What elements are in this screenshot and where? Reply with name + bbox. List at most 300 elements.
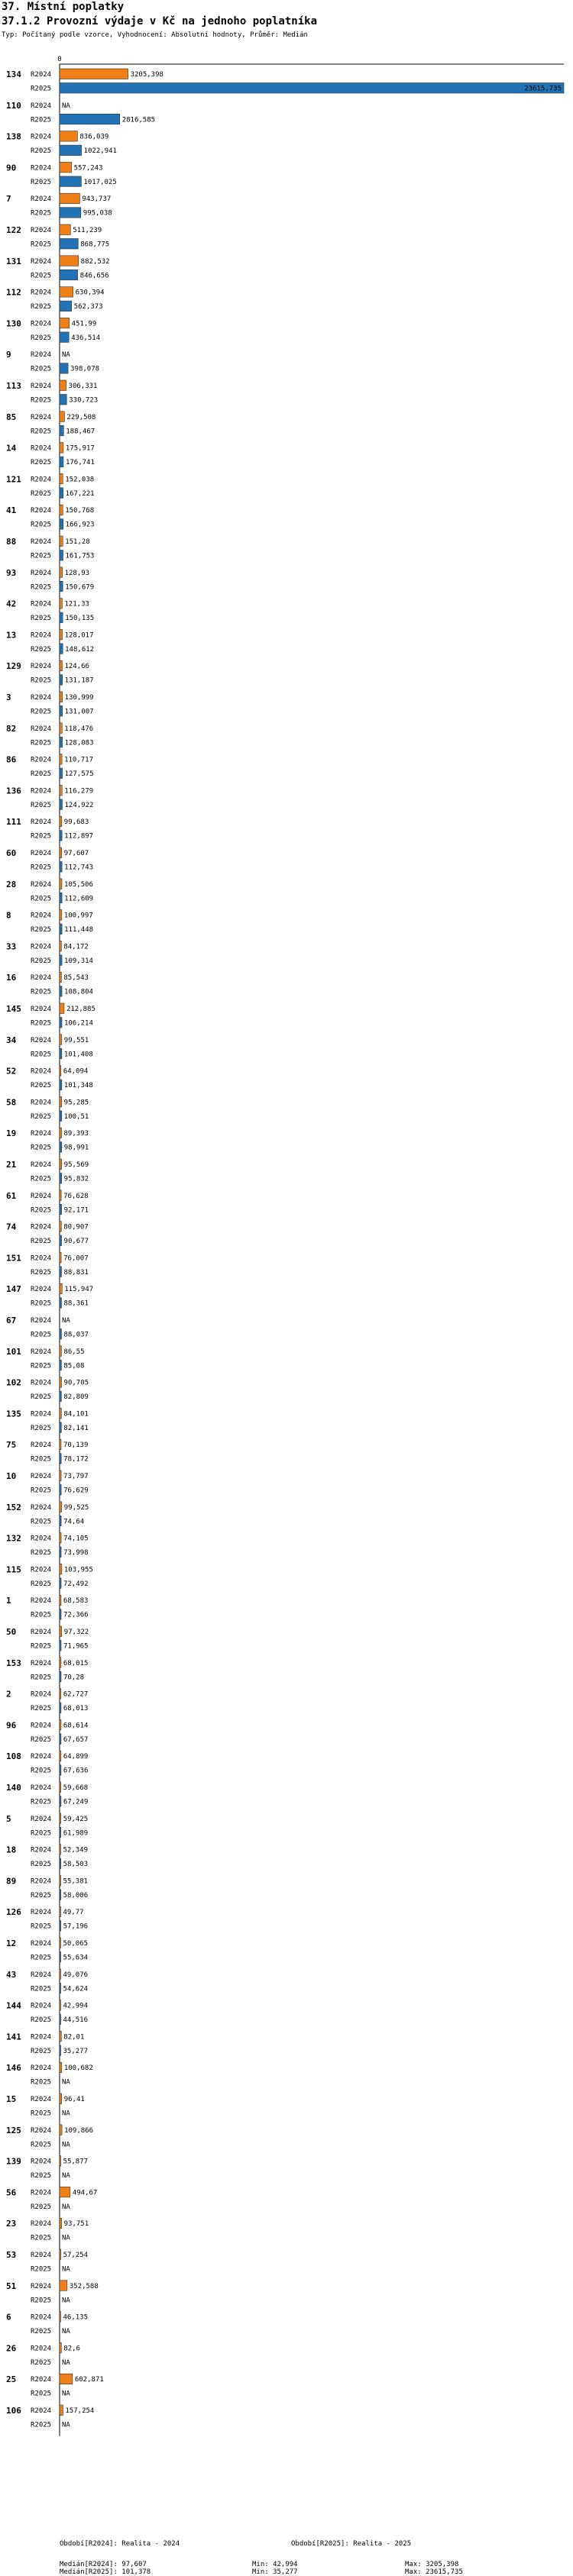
series-label: R2024 <box>31 694 52 702</box>
bar-r2024 <box>60 1689 61 1700</box>
data-label: 451,99 <box>71 320 97 328</box>
data-label: 49,77 <box>63 1909 84 1917</box>
bar-r2024 <box>60 567 63 578</box>
bar-r2024 <box>60 224 70 235</box>
chart-row <box>6 2125 93 2149</box>
chart-row <box>6 1658 88 1682</box>
data-label: 2816,585 <box>121 116 156 124</box>
page-title: 37. Místní poplatky <box>2 1 125 13</box>
chart-row <box>6 1252 89 1277</box>
chart-row <box>6 256 110 280</box>
series-label: R2024 <box>31 663 52 671</box>
data-label: 55,634 <box>63 1954 89 1962</box>
series-label: R2025 <box>31 1891 52 1900</box>
chart-row <box>6 2374 104 2398</box>
category-label: 96 <box>6 1720 17 1731</box>
category-label: 82 <box>6 723 17 734</box>
chart-row <box>6 1128 89 1152</box>
series-label: R2024 <box>31 1161 52 1169</box>
chart-row <box>6 2031 88 2055</box>
series-label: R2025 <box>31 676 52 685</box>
bar-r2024 <box>60 162 72 173</box>
category-label: 134 <box>6 69 21 79</box>
bar-r2025 <box>60 1827 61 1838</box>
series-label: R2025 <box>31 1112 52 1121</box>
series-label: R2024 <box>31 756 52 764</box>
series-label: R2025 <box>31 926 52 935</box>
bar-r2025 <box>60 363 68 374</box>
chart-row <box>6 847 93 872</box>
data-label: 52,349 <box>63 1846 89 1855</box>
series-label: R2025 <box>31 988 52 996</box>
bar-r2024 <box>60 1159 62 1170</box>
series-label: R2024 <box>31 818 52 827</box>
bar-r2025 <box>60 114 120 124</box>
series-label: R2025 <box>31 2421 52 2429</box>
data-label: NA <box>62 2203 70 2211</box>
chart-row <box>6 1502 89 1526</box>
series-label: R2024 <box>31 1815 52 1823</box>
category-label: 110 <box>6 100 21 111</box>
chart-row <box>6 2187 97 2211</box>
chart-row <box>6 1751 88 1775</box>
data-label: 64,094 <box>63 1067 89 1076</box>
bar-r2025 <box>60 1173 62 1184</box>
data-label: 111,448 <box>64 926 94 935</box>
bar-r2025 <box>60 768 63 779</box>
series-label: R2025 <box>31 1051 52 1059</box>
bar-r2025 <box>60 301 72 312</box>
category-label: 15 <box>6 2094 17 2104</box>
data-label: 602,871 <box>74 2376 104 2384</box>
data-label: 124,66 <box>64 663 89 671</box>
bar-r2024 <box>60 1626 62 1637</box>
bar-r2025 <box>60 2045 61 2056</box>
series-label: R2025 <box>31 1424 52 1432</box>
chart-row <box>6 972 93 996</box>
data-label: 84,101 <box>63 1410 89 1419</box>
category-label: 139 <box>6 2156 21 2167</box>
series-label: R2025 <box>31 1829 52 1838</box>
chart-row <box>6 1533 89 1558</box>
bar-r2025 <box>60 893 62 903</box>
series-label: R2024 <box>31 1006 52 1013</box>
series-label: R2024 <box>31 787 52 796</box>
data-label: 58,503 <box>63 1861 89 1869</box>
chart-row <box>6 287 105 312</box>
bar-r2025 <box>60 239 78 250</box>
data-label: 161,753 <box>65 552 95 560</box>
bar-r2024 <box>60 599 62 609</box>
series-label: R2024 <box>31 880 52 889</box>
series-label: R2024 <box>31 1597 52 1606</box>
category-label: 138 <box>6 131 21 142</box>
series-label: R2024 <box>31 71 52 79</box>
series-label: R2024 <box>31 1223 52 1232</box>
bar-r2024 <box>60 443 63 454</box>
series-label: R2025 <box>31 1549 52 1558</box>
series-label: R2024 <box>31 1348 52 1356</box>
data-label: 23615,735 <box>524 85 562 93</box>
data-label: 151,28 <box>65 538 90 546</box>
chart-row <box>6 785 93 809</box>
chart-row <box>6 1938 88 1962</box>
series-label: R2025 <box>31 1019 52 1028</box>
data-label: 54,624 <box>63 1985 89 1993</box>
data-label: 167,221 <box>65 489 95 498</box>
data-label: 157,254 <box>65 2407 95 2415</box>
bar-r2025 <box>60 519 63 530</box>
footer-period-2024: Období[R2024]: Realita - 2024 <box>60 2540 180 2548</box>
chart-row <box>6 193 112 218</box>
category-label: 25 <box>6 2374 17 2385</box>
data-label: 130,999 <box>64 694 94 702</box>
series-label: R2025 <box>31 1954 52 1962</box>
series-label: R2024 <box>31 1784 52 1792</box>
data-label: 99,683 <box>63 818 89 827</box>
series-label: R2025 <box>31 2203 52 2211</box>
bar-r2024 <box>60 1252 61 1263</box>
series-label: R2025 <box>31 1082 52 1090</box>
chart-row <box>6 473 95 498</box>
category-label: 145 <box>6 1004 21 1014</box>
bar-r2025 <box>60 2014 61 2025</box>
footer-max-2024: Max: 3205,398 <box>405 2561 459 2568</box>
category-label: 43 <box>6 1969 17 1980</box>
data-label: 97,607 <box>63 850 89 857</box>
chart-row <box>6 2093 85 2118</box>
bar-r2025 <box>60 1298 61 1309</box>
category-label: 112 <box>6 287 21 298</box>
bar-r2024 <box>60 1906 61 1917</box>
series-label: R2024 <box>31 507 52 515</box>
series-label: R2024 <box>31 164 52 173</box>
bar-r2024 <box>60 1003 64 1014</box>
bar-r2025 <box>60 737 63 747</box>
data-label: 99,551 <box>63 1036 89 1044</box>
series-label: R2025 <box>31 615 52 623</box>
series-label: R2025 <box>31 2172 52 2181</box>
chart-row <box>6 162 117 186</box>
data-label: 511,239 <box>73 227 102 234</box>
chart-row <box>6 1813 88 1838</box>
data-label: 73,797 <box>63 1473 89 1480</box>
series-label: R2024 <box>31 2345 52 2353</box>
data-label: 100,997 <box>63 912 93 920</box>
data-label: 88,361 <box>63 1299 89 1308</box>
series-label: R2025 <box>31 2390 52 2398</box>
bar-r2025 <box>60 1142 62 1153</box>
data-label: 115,947 <box>64 1286 94 1294</box>
category-label: 136 <box>6 786 21 796</box>
series-label: R2024 <box>31 2064 52 2073</box>
data-label: 97,322 <box>63 1629 89 1636</box>
data-label: 70,139 <box>63 1441 89 1450</box>
chart-row <box>6 1595 89 1619</box>
series-label: R2024 <box>31 1629 52 1636</box>
chart-row <box>6 1906 88 1931</box>
chart-row <box>6 941 93 965</box>
data-label: 73,998 <box>63 1549 89 1558</box>
bar-r2025 <box>60 176 81 187</box>
series-label: R2025 <box>31 739 52 747</box>
bar-r2024 <box>60 1222 61 1232</box>
data-label: NA <box>62 2234 70 2242</box>
series-label: R2024 <box>31 1753 52 1761</box>
category-label: 102 <box>6 1377 21 1388</box>
chart-row <box>6 1782 88 1806</box>
bar-r2024 <box>60 505 63 515</box>
bar-r2024 <box>60 816 62 827</box>
bar-r2024 <box>60 692 63 702</box>
bar-r2024 <box>60 287 73 298</box>
series-label: R2025 <box>31 957 52 965</box>
data-label: 398,078 <box>70 365 100 373</box>
series-label: R2025 <box>31 1268 52 1277</box>
bar-r2025 <box>60 612 63 623</box>
bar-r2025 <box>60 1485 61 1496</box>
data-label: 42,994 <box>63 2002 89 2010</box>
series-label: R2024 <box>31 2407 52 2415</box>
category-label: 5 <box>6 1813 11 1824</box>
series-label: R2024 <box>31 1410 52 1419</box>
series-label: R2024 <box>31 1846 52 1855</box>
series-label: R2024 <box>31 133 52 141</box>
chart-row <box>6 350 99 373</box>
data-label: 95,832 <box>63 1175 89 1183</box>
bar-r2024 <box>60 256 79 266</box>
series-label: R2024 <box>31 631 52 640</box>
series-label: R2025 <box>31 428 52 436</box>
bar-r2025 <box>60 1952 61 1963</box>
data-label: 84,172 <box>63 943 89 951</box>
bar-r2024 <box>60 1782 61 1793</box>
chart-row <box>6 1346 85 1370</box>
series-label: R2024 <box>31 413 52 421</box>
series-label: R2024 <box>31 2002 52 2010</box>
series-label: R2025 <box>31 365 52 373</box>
data-label: 90,677 <box>63 1238 89 1246</box>
series-label: R2025 <box>31 209 52 218</box>
data-label: 436,514 <box>71 334 101 342</box>
category-label: 61 <box>6 1190 17 1201</box>
series-label: R2024 <box>31 1659 52 1667</box>
data-label: 92,171 <box>63 1206 89 1215</box>
data-label: 99,525 <box>63 1503 89 1512</box>
data-label: 82,01 <box>63 2033 85 2042</box>
data-label: 70,28 <box>63 1674 85 1682</box>
series-label: R2025 <box>31 1362 52 1370</box>
category-label: 7 <box>6 194 11 205</box>
series-label: R2025 <box>31 2234 52 2242</box>
series-label: R2024 <box>31 2376 52 2384</box>
series-label: R2024 <box>31 1379 52 1387</box>
bar-r2024 <box>60 1845 61 1855</box>
data-label: 128,017 <box>64 631 94 640</box>
series-label: R2024 <box>31 1317 52 1325</box>
chart-row <box>6 1035 93 1059</box>
chart-row <box>6 1222 89 1246</box>
series-label: R2024 <box>31 912 52 920</box>
category-label: 135 <box>6 1409 21 1419</box>
category-label: 152 <box>6 1502 21 1512</box>
bar-r2024 <box>60 1346 61 1357</box>
data-label: 82,6 <box>63 2345 80 2353</box>
bar-r2025 <box>60 270 78 280</box>
data-label: 118,476 <box>64 725 94 733</box>
series-label: R2025 <box>31 1206 52 1215</box>
bar-r2024 <box>60 847 62 858</box>
bar-r2024 <box>60 2000 61 2011</box>
series-label: R2024 <box>31 1566 52 1574</box>
data-label: 67,636 <box>63 1767 89 1775</box>
series-label: R2024 <box>31 257 52 266</box>
data-label: 72,366 <box>63 1611 89 1619</box>
bar-r2025 <box>60 1765 61 1776</box>
bar-r2024 <box>60 2218 62 2229</box>
category-label: 3 <box>6 692 11 702</box>
bar-r2024 <box>60 629 63 640</box>
data-label: 101,348 <box>63 1082 93 1090</box>
series-label: R2025 <box>31 1611 52 1619</box>
data-label: 82,141 <box>63 1424 89 1432</box>
category-label: 85 <box>6 412 17 422</box>
bar-r2024 <box>60 972 61 983</box>
bar-r2024 <box>60 1595 61 1606</box>
data-label: 150,135 <box>65 615 95 623</box>
bar-r2024 <box>60 1658 61 1668</box>
chart-row <box>6 567 94 592</box>
chart-row <box>6 2062 93 2087</box>
category-label: 86 <box>6 754 17 765</box>
data-label: 112,743 <box>64 864 94 872</box>
data-label: 89,393 <box>63 1130 89 1138</box>
footer-min-2025: Min: 35,277 <box>252 2568 298 2576</box>
data-label: 74,105 <box>63 1535 89 1543</box>
bar-r2024 <box>60 1439 61 1450</box>
data-label: 68,583 <box>63 1597 89 1606</box>
data-label: 110,717 <box>64 756 94 764</box>
data-label: NA <box>62 2141 70 2149</box>
chart-row <box>6 412 96 436</box>
series-label: R2024 <box>31 2033 52 2042</box>
category-label: 144 <box>6 2000 21 2011</box>
series-label: R2024 <box>31 2313 52 2322</box>
data-label: 100,51 <box>63 1112 89 1121</box>
data-label: 62,727 <box>63 1690 89 1699</box>
data-label: 127,575 <box>64 770 94 779</box>
bar-r2025 <box>60 581 63 592</box>
data-label: 50,065 <box>63 1940 89 1948</box>
series-label: R2024 <box>31 1286 52 1294</box>
chart-row <box>6 1845 88 1869</box>
series-label: R2025 <box>31 396 52 405</box>
series-label: R2024 <box>31 1503 52 1512</box>
bar-r2024 <box>60 2312 61 2323</box>
bar-r2025 <box>60 675 63 686</box>
chart-row <box>6 1377 89 1402</box>
data-label: 112,609 <box>64 895 94 903</box>
series-label: R2025 <box>31 489 52 498</box>
chart-row <box>6 1439 89 1464</box>
bar-r2024 <box>60 318 70 328</box>
bar-r2025 <box>60 1516 61 1526</box>
series-label: R2025 <box>31 2110 52 2118</box>
bar-r2025 <box>60 1329 61 1340</box>
series-label: R2025 <box>31 1735 52 1744</box>
series-label: R2024 <box>31 444 52 453</box>
series-label: R2024 <box>31 476 52 484</box>
data-label: 67,657 <box>63 1735 89 1744</box>
series-label: R2025 <box>31 1455 52 1464</box>
data-label: NA <box>62 2110 70 2118</box>
series-label: R2024 <box>31 569 52 577</box>
bar-r2024 <box>60 2125 62 2135</box>
bar-r2025 <box>60 1018 62 1028</box>
series-label: R2025 <box>31 85 52 93</box>
bar-r2024 <box>60 1408 61 1419</box>
category-label: 130 <box>6 318 21 329</box>
category-label: 153 <box>6 1658 21 1668</box>
category-label: 132 <box>6 1533 21 1544</box>
data-label: NA <box>62 2358 70 2367</box>
chart-row <box>6 599 94 623</box>
category-label: 126 <box>6 1907 21 1918</box>
data-label: 212,885 <box>66 1006 96 1013</box>
category-label: 56 <box>6 2187 17 2198</box>
data-label: 116,279 <box>64 787 94 796</box>
category-label: 21 <box>6 1160 17 1170</box>
chart-row <box>6 629 94 654</box>
bar-r2025 <box>60 1641 61 1651</box>
category-label: 74 <box>6 1222 17 1232</box>
series-label: R2025 <box>31 272 52 280</box>
bar-r2025 <box>60 924 62 935</box>
bar-r2024 <box>60 754 62 765</box>
category-label: 90 <box>6 163 17 173</box>
series-label: R2025 <box>31 1642 52 1651</box>
category-label: 147 <box>6 1284 21 1295</box>
data-label: NA <box>62 2265 70 2274</box>
data-label: 80,907 <box>63 1223 89 1232</box>
series-label: R2025 <box>31 1985 52 1993</box>
data-label: 846,656 <box>79 272 109 280</box>
data-label: 562,373 <box>73 303 103 312</box>
data-label: 995,038 <box>83 209 112 218</box>
footer-min-2024: Min: 42,994 <box>252 2561 298 2568</box>
series-label: R2024 <box>31 1722 52 1730</box>
series-label: R2024 <box>31 2252 52 2259</box>
series-label: R2025 <box>31 2047 52 2055</box>
chart-row <box>6 723 94 747</box>
data-label: 882,532 <box>80 257 110 266</box>
series-label: R2025 <box>31 770 52 779</box>
bar-r2024 <box>60 2405 63 2416</box>
series-label: R2024 <box>31 2096 52 2103</box>
chart-row <box>6 1190 89 1215</box>
bar-r2024 <box>60 2093 62 2104</box>
data-label: 88,037 <box>63 1331 89 1339</box>
series-label: R2024 <box>31 1067 52 1076</box>
data-label: NA <box>62 2328 70 2336</box>
bar-r2025 <box>60 457 63 467</box>
series-label: R2025 <box>31 583 52 592</box>
series-label: R2025 <box>31 1767 52 1775</box>
data-label: 109,866 <box>64 2126 94 2135</box>
data-label: 68,013 <box>63 1705 89 1713</box>
series-label: R2024 <box>31 2189 52 2197</box>
footer-median-2024: Medián[R2024]: 97,607 <box>60 2561 147 2568</box>
